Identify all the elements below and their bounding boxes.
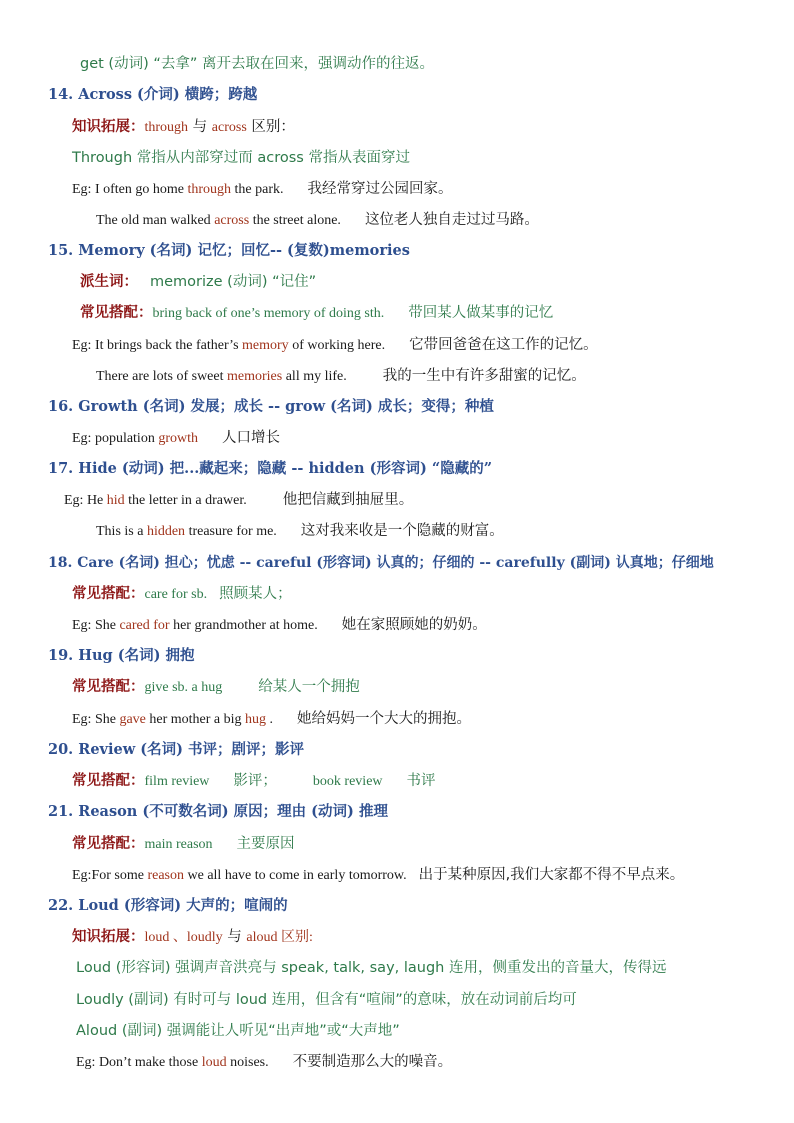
example-text: the park. [231, 182, 284, 197]
highlight-word: memories [227, 369, 283, 384]
highlight-word: hid [106, 493, 125, 508]
collocation-reason [72, 834, 295, 855]
collocation-review [72, 771, 436, 792]
collocation-translation: 带回某人做某事的记忆 [408, 305, 554, 321]
highlight-word: hidden [146, 524, 186, 539]
example-text: Eg: population [72, 431, 159, 446]
example-growth [72, 428, 280, 449]
collocation-translation: 主要原因 [236, 836, 295, 852]
collocation-translation: 给某人一个拥抱 [258, 679, 360, 695]
collocation-label: 常见搭配： [72, 586, 145, 602]
example-text: Eg: She [72, 712, 120, 727]
example-memory [72, 335, 598, 356]
loudly-definition: Loudly (副词) 有时可与 loud 连用，但含有“喧闹”的意味，放在动词前后均可 [76, 992, 577, 1008]
heading-18-care: 18. Care (名词) 担心；忧虑 -- careful (形容词) 认真的；仔细的 -- carefully (副词) 认真地；仔细地 [48, 555, 714, 571]
collocation-memory [80, 303, 553, 324]
example-loud [76, 1052, 452, 1073]
aloud-definition: Aloud (副词) 强调能让人听见“出声地”或“大声地” [76, 1023, 400, 1039]
example-translation: 这位老人独自走过过马路。 [364, 212, 539, 228]
word-aloud: aloud 区别: [246, 930, 313, 945]
example-text: we all have to come in early tomorrow. [184, 868, 407, 883]
collocation-care [72, 584, 292, 605]
word-loud-loudly: loud 、loudly [144, 930, 223, 945]
collocation-phrase: main reason [144, 837, 213, 852]
loud-knowledge-line [72, 927, 313, 948]
collocation-label: 常见搭配： [72, 679, 145, 695]
example-text: her mother a big [145, 712, 246, 727]
knowledge-label: 知识拓展： [72, 929, 145, 945]
example-translation: 她给妈妈一个大大的拥抱。 [297, 711, 472, 727]
example-through [72, 179, 453, 200]
example-text: noises. [226, 1055, 269, 1070]
word-across: across [211, 120, 247, 135]
derivative-label: 派生词： [80, 274, 138, 290]
example-translation: 这对我来收是一个隐藏的财富。 [300, 523, 504, 539]
example-translation: 他把信藏到抽屉里。 [282, 492, 414, 508]
example-hug [72, 709, 471, 730]
example-translation: 她在家照顾她的奶奶。 [341, 617, 487, 633]
example-text: Eg: She [72, 618, 120, 633]
example-text: of working here. [288, 338, 386, 353]
heading-17-hide: 17. Hide (动词) 把...藏起来；隐藏 -- hidden (形容词) “隐藏的” [48, 460, 493, 477]
example-text: Eg: He [64, 493, 107, 508]
example-text: Eg: Don’t make those [76, 1055, 202, 1070]
connector-text: 与 [222, 929, 247, 945]
connector-text: 与 [188, 119, 212, 135]
line-get-note [80, 54, 434, 74]
example-translation: 不要制造那么大的噪音。 [292, 1054, 453, 1070]
example-text: . [266, 712, 274, 727]
word-through: through [144, 120, 189, 135]
example-text: the letter in a drawer. [124, 493, 247, 508]
example-text: all my life. [282, 369, 347, 384]
highlight-word: loud [201, 1055, 227, 1070]
knowledge-label: 知识拓展： [72, 119, 145, 135]
loud-definition: Loud (形容词) 强调声音洪亮与 speak, talk, say, laugh 连用，侧重发出的音量大，传得远 [76, 960, 667, 976]
example-text: treasure for me. [185, 524, 277, 539]
example-text: There are lots of sweet [96, 369, 227, 384]
example-translation: 我经常穿过公园回家。 [307, 181, 453, 197]
collocation-label: 常见搭配： [72, 773, 145, 789]
collocation-phrase: film review [144, 774, 210, 789]
example-hid [64, 490, 413, 511]
collocation-label: 常见搭配： [80, 305, 153, 321]
heading-22-loud: 22. Loud (形容词) 大声的；喧闹的 [48, 897, 288, 914]
highlight-word: across [214, 213, 250, 228]
get-definition: get (动词) “去拿” 离开去取在回来，强调动作的往返。 [80, 56, 434, 72]
difference-text: 区别： [246, 119, 295, 135]
highlight-word: hug [245, 712, 267, 727]
example-text: her grandmother at home. [169, 618, 318, 633]
highlight-word: cared for [119, 618, 170, 633]
example-translation: 人口增长 [222, 430, 280, 446]
collocation-translation: 照顾某人； [219, 586, 292, 602]
example-translation: 它带回爸爸在这工作的记忆。 [409, 337, 598, 353]
highlight-word: reason [147, 868, 184, 883]
example-across [96, 210, 539, 231]
example-cared-for [72, 615, 487, 636]
example-reason [72, 865, 684, 886]
collocation-hug [72, 677, 360, 698]
example-translation: 我的一生中有许多甜蜜的记忆。 [382, 368, 586, 384]
example-text: Eg: It brings back the father’s [72, 338, 243, 353]
example-memories [96, 366, 586, 387]
collocation-phrase: care for sb. [144, 587, 208, 602]
highlight-word: gave [119, 712, 146, 727]
example-text: The old man walked [96, 213, 215, 228]
derivative-memorize: memorize (动词) “记住” [150, 274, 317, 290]
collocation-phrase: bring back of one’s memory of doing sth. [152, 306, 385, 321]
example-text: the street alone. [249, 213, 341, 228]
highlight-word: through [187, 182, 232, 197]
heading-16-growth: 16. Growth (名词) 发展；成长 -- grow (名词) 成长；变得；种植 [48, 398, 494, 415]
example-text: Eg: I often go home [72, 182, 188, 197]
heading-20-review: 20. Review (名词) 书评；剧评；影评 [48, 741, 305, 758]
heading-15-memory: 15. Memory (名词) 记忆；回忆-- (复数)memories [48, 242, 410, 259]
example-translation: 出于某种原因,我们大家都不得不早点来。 [418, 867, 685, 883]
derivative-line [80, 272, 316, 292]
collocation-label: 常见搭配： [72, 836, 145, 852]
example-text: Eg:For some [72, 868, 148, 883]
heading-21-reason: 21. Reason (不可数名词) 原因；理由 (动词) 推理 [48, 803, 388, 820]
highlight-word: memory [242, 338, 289, 353]
collocation-translation: 书评 [406, 773, 436, 789]
heading-19-hug: 19. Hug (名词) 拥抱 [48, 647, 195, 664]
example-text: This is a [96, 524, 147, 539]
collocation-translation: 影评； [233, 773, 277, 789]
example-hidden [96, 521, 504, 542]
heading-14-across: 14. Across (介词) 横跨；跨越 [48, 86, 258, 103]
through-vs-across-line: Through 常指从内部穿过而 across 常指从表面穿过 [72, 150, 410, 166]
across-knowledge-line [72, 117, 295, 138]
collocation-phrase: give sb. a hug [144, 680, 223, 695]
highlight-word: growth [158, 431, 198, 446]
collocation-phrase: book review [312, 774, 383, 789]
